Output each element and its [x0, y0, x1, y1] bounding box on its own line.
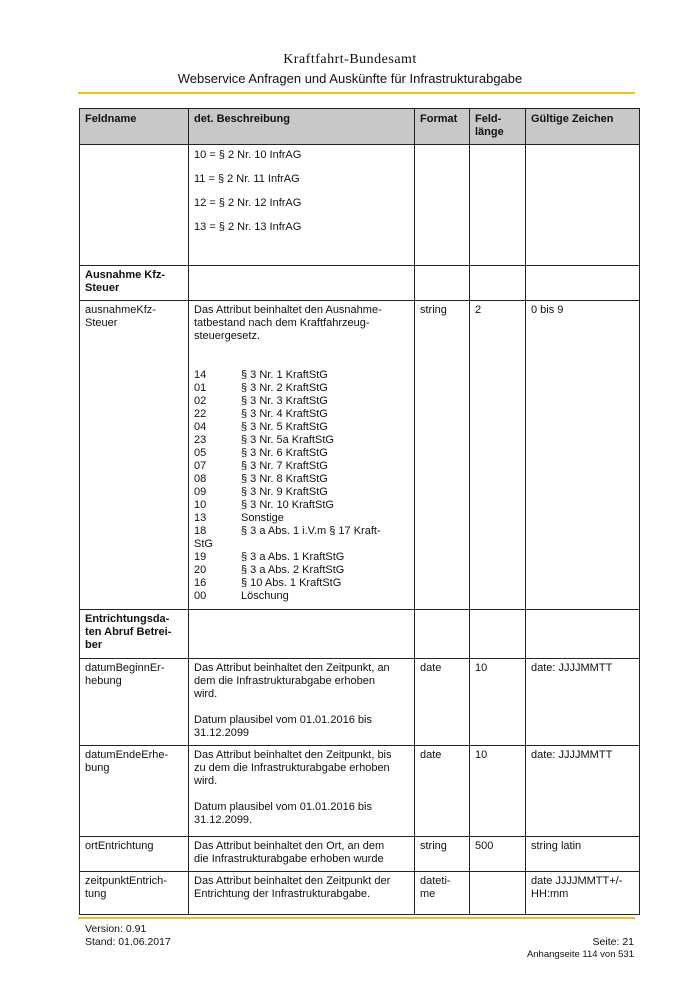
list-item: 12 = § 2 Nr. 12 InfrAG: [194, 197, 302, 209]
code-meaning: § 3 Nr. 1 KraftStG: [241, 369, 328, 381]
code-value: 22: [194, 408, 207, 420]
description-note: Datum plausibel vom 01.01.2016 bis 31.12.2099: [194, 714, 372, 739]
table-row: [80, 659, 640, 746]
field-length: 2: [470, 301, 526, 610]
code-list-item: [194, 486, 409, 499]
description-note: Datum plausibel vom 01.01.2016 bis 31.12.2099.: [194, 801, 372, 826]
table-row: [80, 145, 640, 266]
col-header-feldlaenge: Feld- länge: [470, 109, 526, 145]
code-value: 13: [194, 512, 207, 524]
code-value: 20: [194, 564, 207, 576]
field-format: string: [415, 301, 470, 610]
field-description: Das Attribut beinhaltet den Ort, an dem die Infrastrukturabgabe erhoben wurde: [189, 837, 415, 872]
code-list-item: [194, 577, 409, 590]
code-meaning: Sonstige: [241, 512, 284, 524]
field-format: date: [415, 659, 470, 746]
field-length: 10: [470, 659, 526, 746]
col-header-zeichen: Gültige Zeichen: [526, 109, 640, 145]
code-value: 08: [194, 473, 207, 485]
field-name: zeitpunktEntrich- tung: [80, 872, 189, 915]
code-meaning: § 3 Nr. 2 KraftStG: [241, 382, 328, 394]
list-item: 11 = § 2 Nr. 11 InfrAG: [194, 173, 300, 185]
code-list-item: [194, 525, 409, 538]
footer-stand: Stand: 01.06.2017: [85, 936, 171, 948]
agency-title: Kraftfahrt-Bundesamt: [283, 52, 417, 67]
code-list-item: [194, 447, 409, 460]
code-list-item: [194, 408, 409, 421]
field-valid-chars: string latin: [526, 837, 640, 872]
code-meaning: § 3 Nr. 5a KraftStG: [241, 434, 334, 446]
field-format: date: [415, 746, 470, 837]
table-header-row: [80, 109, 640, 145]
code-meaning: § 3 Nr. 6 KraftStG: [241, 447, 328, 459]
col-header-feldname: Feldname: [80, 109, 189, 145]
section-row: [80, 610, 640, 659]
footer-rule: [78, 917, 635, 919]
code-meaning: § 3 Nr. 5 KraftStG: [241, 421, 328, 433]
code-list-item: [194, 421, 409, 434]
code-meaning: § 3 Nr. 10 KraftStG: [241, 499, 334, 511]
section-title-kfz: Ausnahme Kfz- Steuer: [80, 266, 189, 301]
field-description: [189, 659, 415, 746]
code-meaning: § 3 a Abs. 1 i.V.m § 17 Kraft-: [241, 525, 381, 537]
col-header-beschreibung: det. Beschreibung: [189, 109, 415, 145]
code-meaning: § 10 Abs. 1 KraftStG: [241, 577, 342, 589]
code-meaning: § 3 Nr. 9 KraftStG: [241, 486, 328, 498]
field-description: [189, 746, 415, 837]
field-valid-chars: date JJJJMMTT+/- HH:mm: [526, 872, 640, 915]
code-value: StG: [194, 538, 213, 550]
table-row: [80, 872, 640, 915]
field-name: datumBeginnEr- hebung: [80, 659, 189, 746]
field-name: ortEntrichtung: [80, 837, 189, 872]
code-list-item: [194, 551, 409, 564]
list-item: 13 = § 2 Nr. 13 InfrAG: [194, 221, 302, 233]
field-spec-table: [79, 108, 640, 915]
footer-page-number: Seite: 21: [592, 936, 634, 948]
code-value: 07: [194, 460, 207, 472]
description-text: Das Attribut beinhaltet den Zeitpunkt, bis zu dem die Infrastrukturabgabe erhoben wird.: [194, 749, 392, 787]
field-valid-chars: date: JJJJMMTT: [526, 746, 640, 837]
table-row: [80, 837, 640, 872]
code-value: 01: [194, 382, 207, 394]
continuation-list: [189, 145, 415, 266]
code-list-item: [194, 590, 409, 603]
field-description: Das Attribut beinhaltet den Zeitpunkt der Entrichtung der Infrastrukturabgabe.: [189, 872, 415, 915]
code-list-item: [194, 473, 409, 486]
code-meaning: § 3 a Abs. 2 KraftStG: [241, 564, 345, 576]
code-list-item: [194, 499, 409, 512]
section-row: [80, 266, 640, 301]
code-value: 04: [194, 421, 207, 433]
code-list-item: [194, 382, 409, 395]
header-rule: [78, 92, 635, 94]
code-list-item: [194, 538, 409, 551]
code-meaning: § 3 Nr. 4 KraftStG: [241, 408, 328, 420]
field-name: ausnahmeKfz- Steuer: [80, 301, 189, 610]
code-value: 19: [194, 551, 207, 563]
field-valid-chars: date: JJJJMMTT: [526, 659, 640, 746]
footer-version: Version: 0.91: [85, 923, 147, 935]
description-text: Das Attribut beinhaltet den Ausnahme- tatbestand nach dem Kraftfahrzeug- steuergesetz.: [194, 304, 382, 342]
code-meaning: § 3 Nr. 7 KraftStG: [241, 460, 328, 472]
code-list-item: [194, 369, 409, 382]
field-format: string: [415, 837, 470, 872]
code-value: 10: [194, 499, 207, 511]
code-meaning: § 3 a Abs. 1 KraftStG: [241, 551, 345, 563]
code-value: 23: [194, 434, 207, 446]
document-subtitle: Webservice Anfragen und Auskünfte für Infrastrukturabgabe: [177, 71, 523, 86]
code-value: 16: [194, 577, 207, 589]
code-value: 14: [194, 369, 207, 381]
field-length: 10: [470, 746, 526, 837]
code-meaning: Löschung: [241, 590, 289, 602]
field-name: datumEndeErhe- bung: [80, 746, 189, 837]
code-meaning: § 3 Nr. 3 KraftStG: [241, 395, 328, 407]
code-list: [194, 369, 409, 603]
section-title-entrichtung: Entrichtungsda- ten Abruf Betrei- ber: [80, 610, 189, 659]
table-row: [80, 746, 640, 837]
code-meaning: [241, 538, 409, 551]
description-text: Das Attribut beinhaltet den Zeitpunkt, an dem die Infrastrukturabgabe erhoben wird.: [194, 662, 390, 700]
code-value: 18: [194, 525, 207, 537]
field-length: 500: [470, 837, 526, 872]
code-value: 02: [194, 395, 207, 407]
code-list-item: [194, 512, 409, 525]
code-value: 00: [194, 590, 207, 602]
code-meaning: § 3 Nr. 8 KraftStG: [241, 473, 328, 485]
table-row: [80, 301, 640, 610]
field-description: [189, 301, 415, 610]
field-valid-chars: 0 bis 9: [526, 301, 640, 610]
field-format: dateti- me: [415, 872, 470, 915]
code-list-item: [194, 564, 409, 577]
code-value: 05: [194, 447, 207, 459]
field-length: [470, 872, 526, 915]
footer-appendix-page: Anhangseite 114 von 531: [526, 949, 634, 960]
col-header-format: Format: [415, 109, 470, 145]
code-list-item: [194, 460, 409, 473]
code-value: 09: [194, 486, 207, 498]
code-list-item: [194, 395, 409, 408]
code-list-item: [194, 434, 409, 447]
list-item: 10 = § 2 Nr. 10 InfrAG: [194, 149, 302, 161]
